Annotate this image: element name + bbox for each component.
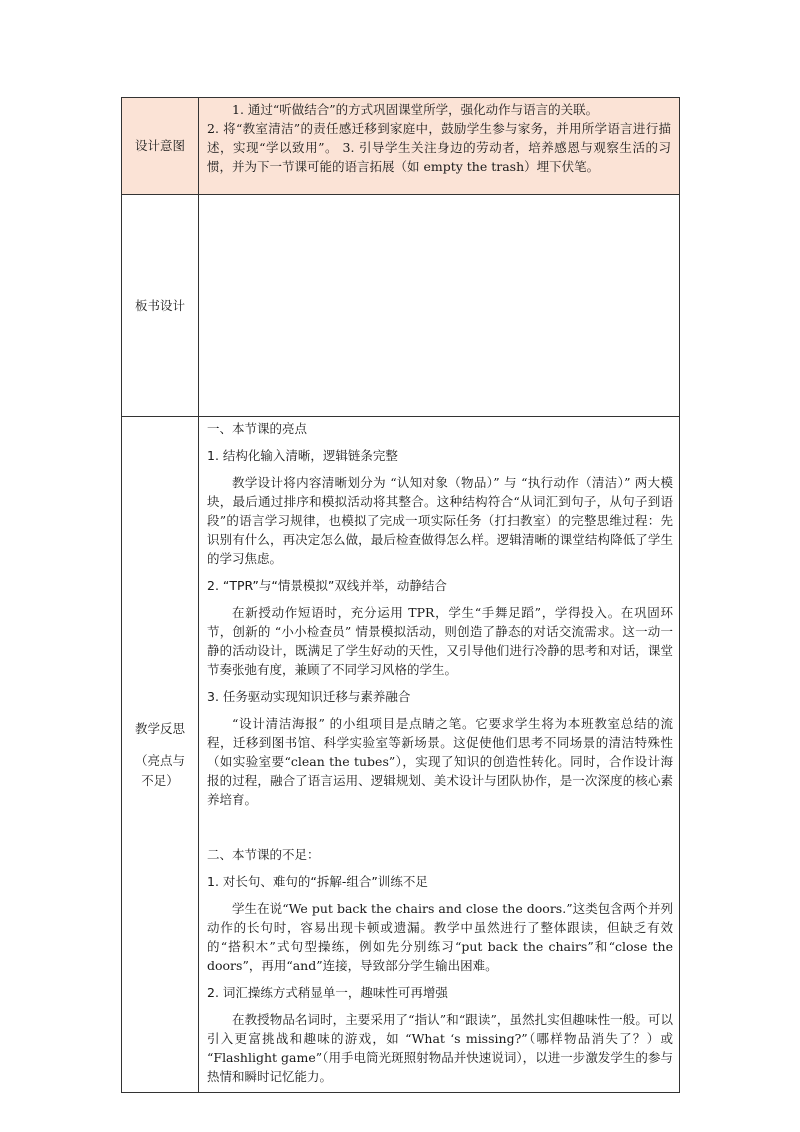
- shortcomings-title: 二、本节课的不足：: [207, 847, 320, 862]
- lesson-plan-table: [121, 97, 680, 1093]
- reflection-content: [199, 417, 680, 1093]
- reflection-sublabel: （亮点与不足）: [134, 752, 185, 788]
- shortcoming-2-text: 在教授物品名词时，主要采用了“指认”和“跟读”，虽然扎实但趣味性一般。可以引入更富挑战和趣味的游戏，如 “What ‘s missing?”（哪样物品消失了？）或 “Flashlight game”（用手电筒光斑照射物品并快速说词），以进一步激发学生的参与热情和瞬时记忆能力。: [207, 1012, 673, 1084]
- highlight-1-text: 教学设计将内容清晰划分为 “认知对象（物品）” 与 “执行动作（清洁）” 两大模块，最后通过排序和模拟活动将其整合。这种结构符合“从词汇到句子，从句子到语段”的语言学习规律，也模拟了完成一项实际任务（打扫教室）的完整思维过程：先识别有什么，再决定怎么做，最后检查做得怎么样。逻辑清晰的课堂结构降低了学生的学习焦虑。: [207, 475, 673, 566]
- highlight-1-title: 1. 结构化输入清晰，逻辑链条完整: [207, 448, 398, 463]
- board-design-content: [199, 195, 680, 417]
- reflection-label-cell: [122, 417, 199, 1093]
- board-design-row: [122, 195, 680, 417]
- design-intent-text-2: 2. 将“教室清洁”的责任感迁移到家庭中，鼓励学生参与家务，并用所学语言进行描述，实现“学以致用”。 3. 引导学生关注身边的劳动者，培养感恩与观察生活的习惯，并为下一节课可能的语言拓展（如 empty the trash）埋下伏笔。: [207, 121, 671, 174]
- highlight-3-text: “设计清洁海报” 的小组项目是点睛之笔。它要求学生将为本班教室总结的流程，迁移到图书馆、科学实验室等新场景。这促使他们思考不同场景的清洁特殊性（如实验室要“clean the tubes”），实现了知识的创造性转化。同时，合作设计海报的过程，融合了语言运用、逻辑规划、美术设计与团队协作，是一次深度的核心素养培育。: [207, 716, 673, 807]
- highlight-2-title: 2. “TPR”与“情景模拟”双线并举，动静结合: [207, 578, 447, 593]
- design-intent-row: [122, 98, 680, 195]
- board-design-label: 板书设计: [122, 195, 199, 417]
- highlight-2-text: 在新授动作短语时，充分运用 TPR，学生“手舞足蹈”，学得投入。在巩固环节，创新的 “小小检查员” 情景模拟活动，则创造了静态的对话交流需求。这一动一静的活动设计，既满足了学生好动的天性，又引导他们进行冷静的思考和对话，课堂节奏张弛有度，兼顾了不同学习风格的学生。: [207, 605, 673, 677]
- highlight-3-title: 3. 任务驱动实现知识迁移与素养融合: [207, 689, 411, 704]
- shortcoming-2-title: 2. 词汇操练方式稍显单一，趣味性可再增强: [207, 985, 448, 1000]
- shortcoming-1-text: 学生在说“We put back the chairs and close the doors.”这类包含两个并列动作的长句时，容易出现卡顿或遗漏。教学中虽然进行了整体跟读，但缺乏有效的“搭积木”式句型操练，例如先分别练习“put back the chairs”和“close the doors”，再用“and”连接，导致部分学生输出困难。: [207, 901, 673, 973]
- reflection-label: 教学反思: [134, 720, 185, 736]
- highlights-title: 一、本节课的亮点: [207, 421, 308, 436]
- shortcoming-1-title: 1. 对长句、难句的“拆解-组合”训练不足: [207, 874, 428, 889]
- design-intent-label: 设计意图: [122, 98, 199, 195]
- design-intent-content: [199, 98, 680, 195]
- reflection-row: [122, 417, 680, 1093]
- design-intent-text-1: 1. 通过“听做结合”的方式巩固课堂所学，强化动作与语言的关联。: [232, 102, 599, 117]
